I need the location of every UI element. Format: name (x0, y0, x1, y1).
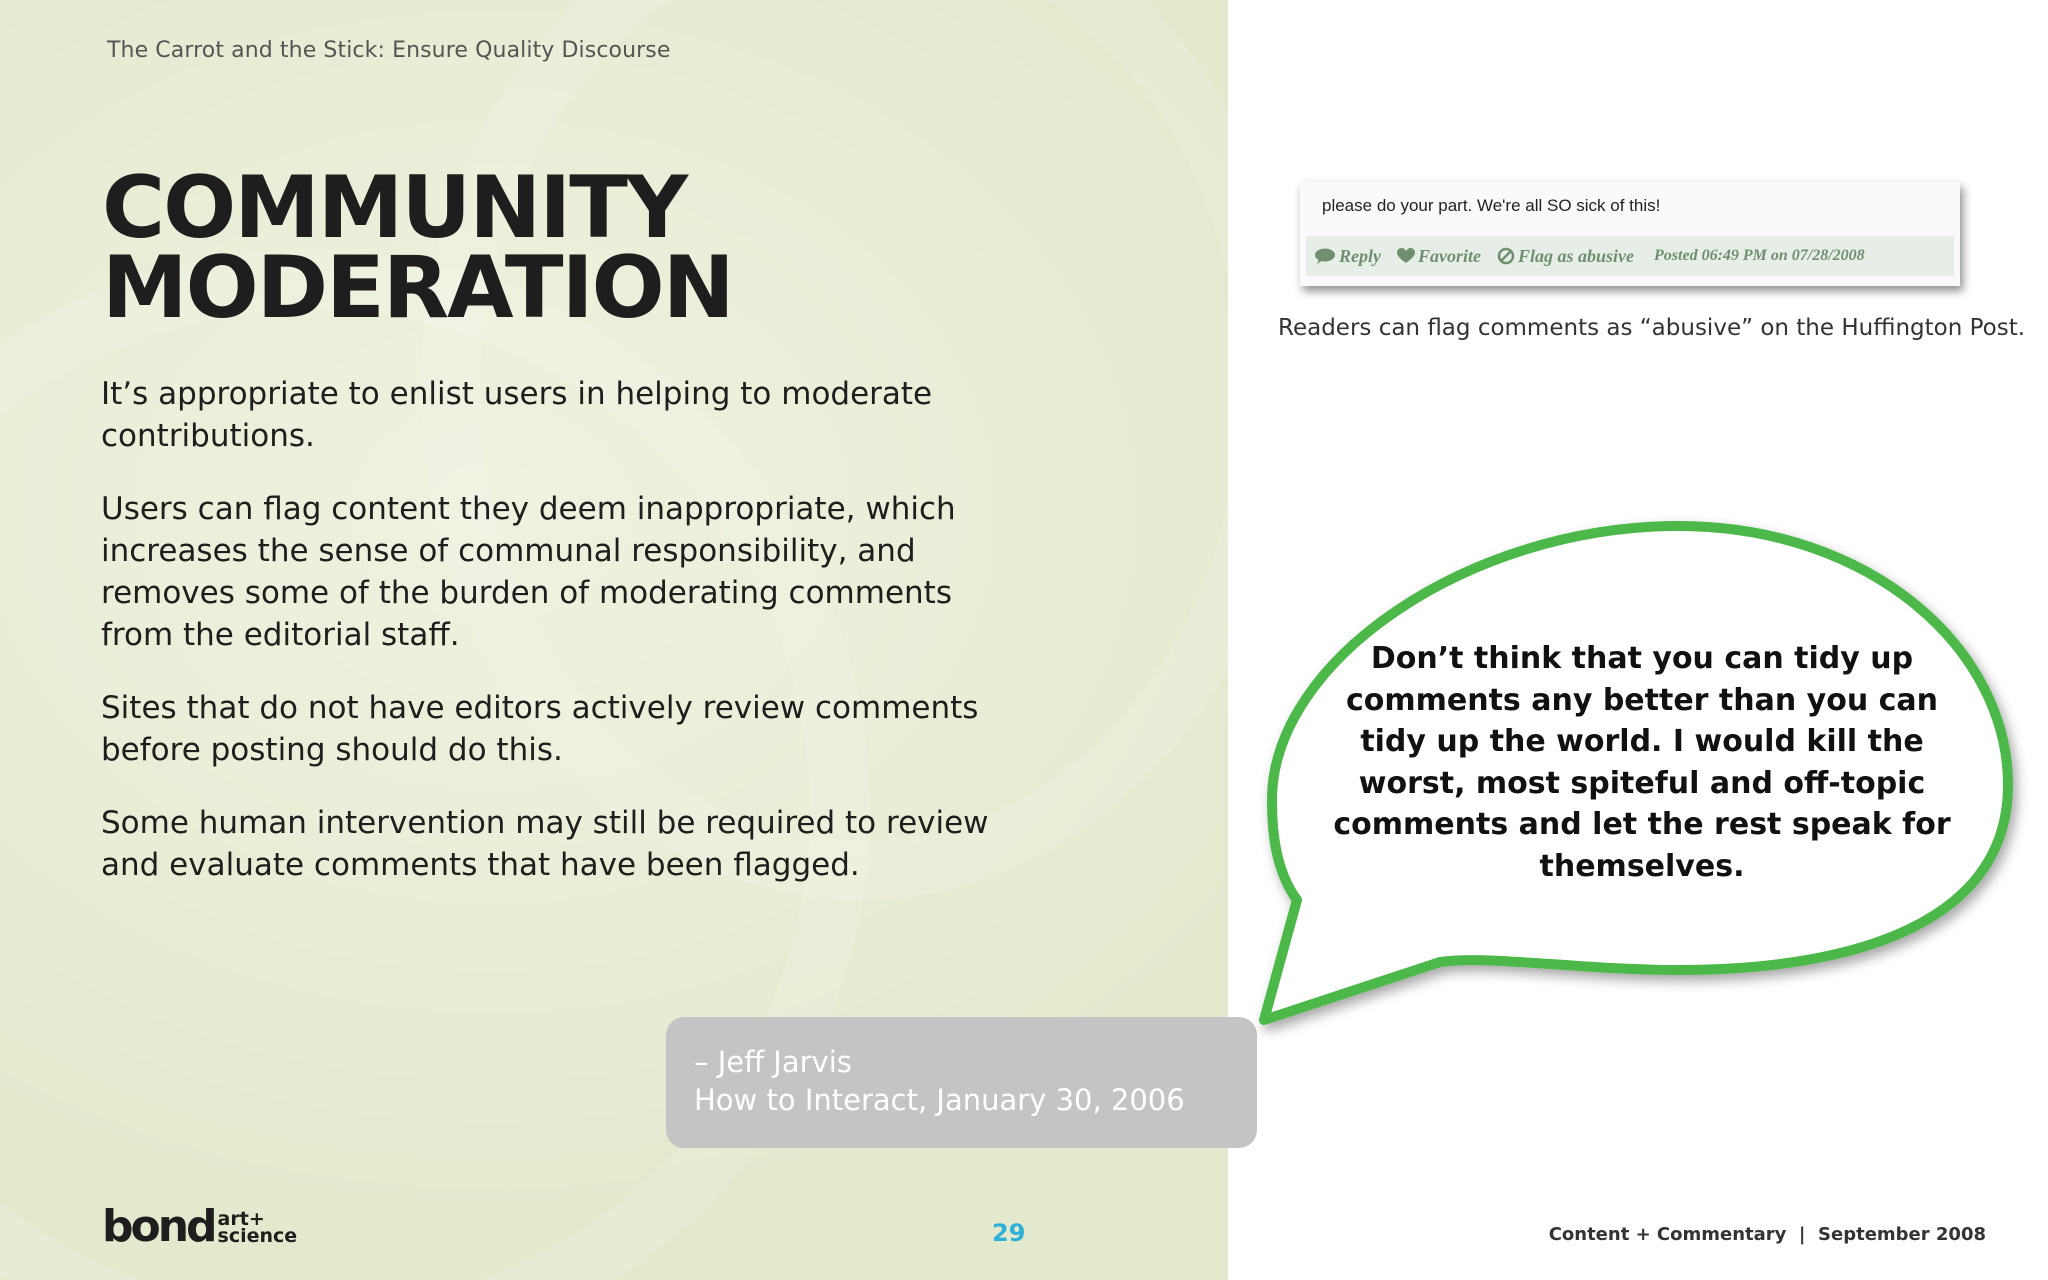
body-paragraph: Sites that do not have editors actively review comments before posting should do this. (101, 690, 979, 768)
title-line-1: COMMUNITY (102, 158, 687, 258)
prohibited-icon (1497, 247, 1515, 265)
quote-text: Don’t think that you can tidy up comments any better than you can tidy up the world. I would kill the worst, most spiteful and off-topic comments and let the rest speak for themselves. (1333, 641, 1951, 884)
quote-author: – Jeff Jarvis (694, 1045, 852, 1079)
comment-action-bar (1306, 236, 1954, 276)
reply-label: Reply (1339, 245, 1381, 266)
comment-screenshot (1300, 182, 1960, 286)
reply-link[interactable] (1314, 246, 1381, 267)
logo-tag-line-1: art+ (217, 1208, 265, 1230)
quote-source: How to Interact, January 30, 2006 (694, 1083, 1185, 1117)
body-paragraph: Users can flag content they deem inappropriate, which increases the sense of communal responsibility, and removes some of the burden of moderating comments from the editorial staff. (101, 491, 956, 653)
body-paragraph: Some human intervention may still be required to review and evaluate comments that have been flagged. (101, 805, 989, 883)
heart-icon (1397, 248, 1415, 264)
body-text (101, 373, 1021, 917)
body-paragraph: It’s appropriate to enlist users in helping to moderate contributions. (101, 376, 933, 454)
logo-wordmark: bond (102, 1201, 215, 1252)
section-header: The Carrot and the Stick: Ensure Quality Discourse (107, 38, 671, 63)
page-title (102, 158, 733, 338)
speech-bubble-icon (1314, 247, 1336, 265)
logo-tagline (217, 1208, 298, 1247)
logo-tag-line-2: science (217, 1225, 298, 1247)
posted-timestamp: Posted 06:49 PM on 07/28/2008 (1654, 247, 1865, 264)
title-line-2: MODERATION (102, 238, 733, 338)
favorite-label: Favorite (1418, 245, 1481, 266)
publication-info: Content + Commentary | September 2008 (1548, 1224, 1986, 1245)
comment-text: please do your part. We're all SO sick of this! (1322, 196, 1661, 215)
bond-logo (102, 1201, 298, 1252)
flag-abusive-link[interactable] (1497, 246, 1634, 267)
favorite-link[interactable] (1397, 246, 1481, 267)
flag-label: Flag as abusive (1518, 245, 1635, 266)
page-number: 29 (992, 1219, 1026, 1247)
quote-attribution (666, 1017, 1257, 1148)
image-caption: Readers can flag comments as “abusive” on the Huffington Post. (1278, 315, 2026, 341)
